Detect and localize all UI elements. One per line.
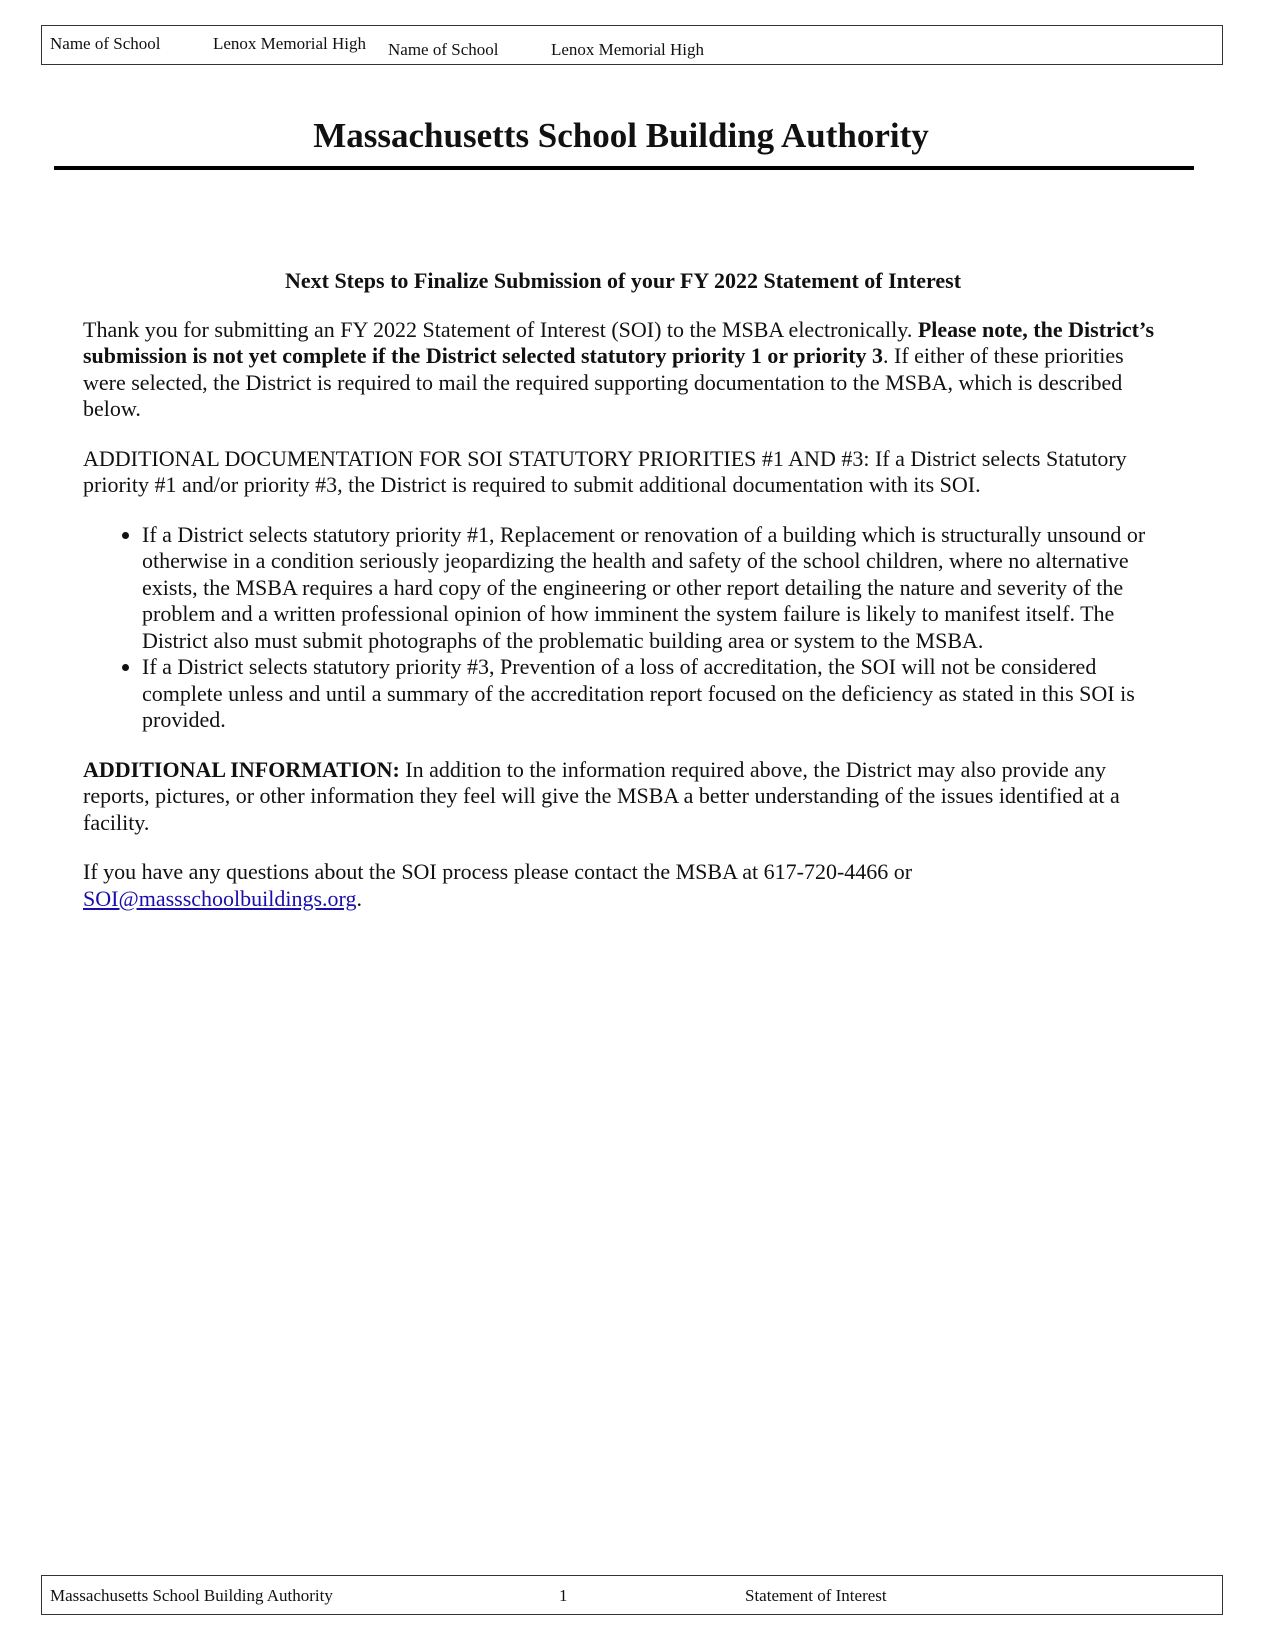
additional-documentation-paragraph: ADDITIONAL DOCUMENTATION FOR SOI STATUTORY PRIORITIES #1 AND #3: If a District selects Statutory priority #1 and/or priority #3, the District is required to submit additional documentation with its SOI. [83, 445, 1127, 497]
contact-suffix: . [356, 885, 362, 911]
document-title: Massachusetts School Building Authority [313, 116, 929, 155]
header-value-school-overlay: Lenox Memorial High [551, 40, 704, 59]
list-item-priority-1: • If a District selects statutory priority #1, Replacement or renovation of a building which is structurally unsound or otherwise in a condition seriously jeopardizing the health and safety of the school children, where no alternative exists, the MSBA requires a hard copy of the engineering or other report detailing the nature and severity of the problem and a written professional opinion of how imminent the system failure is likely to manifest itself. The District also must submit photographs of the problematic building area or system to the MSBA. [142, 522, 1163, 655]
intro-text: Thank you for submitting an FY 2022 Statement of Interest (SOI) to the MSBA electronically. [83, 316, 918, 342]
additional-information-paragraph [83, 757, 1163, 837]
document-body [83, 268, 1163, 935]
footer-page-number: 1 [559, 1586, 568, 1605]
intro-bold-note: Please note, the District’s submission is not yet complete if the District selected statutory priority 1 or priority 3 [83, 316, 1155, 368]
list-item-priority-3: • If a District selects statutory priority #3, Prevention of a loss of accreditation, the SOI will not be considered complete unless and until a summary of the accreditation report focused on the deficiency as stated in this SOI is provided. [142, 654, 1163, 734]
additional-information-text: In addition to the information required above, the District may also provide any reports, pictures, or other information they feel will give the MSBA a better understanding of the issues identified at a facility. [83, 756, 1120, 835]
intro-text-continued: . If either of these priorities were selected, the District is required to mail the required supporting documentation to the MSBA, which is described below. [83, 343, 1124, 421]
footer-organization: Massachusetts School Building Authority [50, 1586, 333, 1605]
contact-text: If you have any questions about the SOI process please contact the MSBA at 617-720-4466 or [83, 859, 913, 884]
header-label-school-overlay: Name of School [388, 40, 499, 59]
page-footer [41, 1575, 1223, 1615]
header-value-school: Lenox Memorial High [213, 34, 366, 53]
header-label-school: Name of School [50, 34, 161, 53]
page-header [41, 25, 1223, 65]
footer-document-name: Statement of Interest [745, 1586, 887, 1605]
title-divider [54, 166, 1194, 170]
contact-paragraph [83, 859, 1163, 912]
additional-information-label: ADDITIONAL INFORMATION: [83, 756, 400, 782]
intro-paragraph [83, 317, 1163, 423]
section-heading: Next Steps to Finalize Submission of your FY 2022 Statement of Interest [284, 268, 962, 293]
email-link[interactable]: SOI@massschoolbuildings.org [83, 885, 357, 911]
priority-list [83, 522, 1163, 734]
